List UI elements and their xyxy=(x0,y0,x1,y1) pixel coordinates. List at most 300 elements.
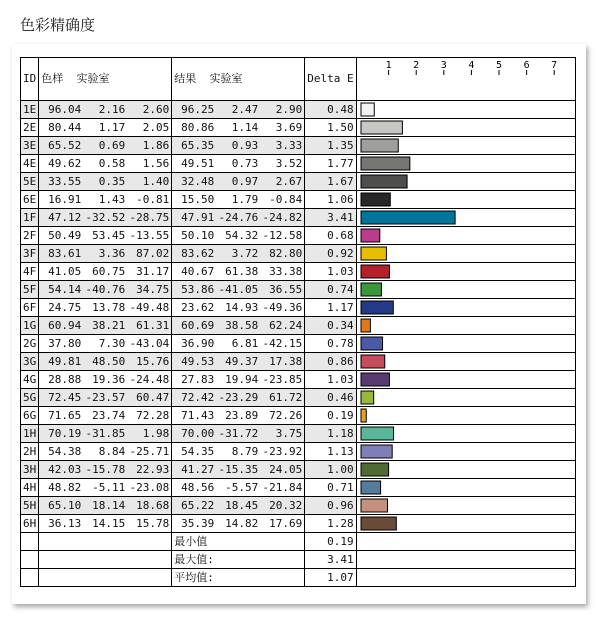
bar-cell xyxy=(356,425,575,443)
bar-cell xyxy=(356,389,575,407)
measured-lab xyxy=(172,497,305,515)
meas-l: 48.56 xyxy=(181,480,215,494)
bar-cell xyxy=(356,371,575,389)
bar-cell xyxy=(356,245,575,263)
bar-5F xyxy=(361,283,381,296)
ref-a: -23.57 xyxy=(85,390,126,404)
table-row xyxy=(21,425,576,443)
ref-b: 1.98 xyxy=(142,426,170,440)
patch-id: 5F xyxy=(21,281,39,299)
patch-id: 4E xyxy=(21,155,39,173)
meas-a: 0.73 xyxy=(231,156,259,170)
delta-e-value: 1.17 xyxy=(305,299,356,317)
meas-l: 80.86 xyxy=(181,120,215,134)
delta-e-value: 1.03 xyxy=(305,371,356,389)
ref-b: 87.02 xyxy=(136,246,170,260)
ref-l: 36.13 xyxy=(48,516,82,530)
ref-l: 41.05 xyxy=(48,264,82,278)
meas-l: 27.83 xyxy=(181,372,215,386)
ref-a: 19.36 xyxy=(92,372,126,386)
meas-l: 53.86 xyxy=(181,282,215,296)
ref-a: 18.14 xyxy=(92,498,126,512)
meas-l: 83.62 xyxy=(181,246,215,260)
bar-svg xyxy=(357,389,576,407)
meas-b: -23.85 xyxy=(262,372,303,386)
summary-blank xyxy=(39,551,172,569)
measured-lab xyxy=(172,317,305,335)
meas-a: 1.14 xyxy=(231,120,259,134)
meas-a: 61.38 xyxy=(225,264,259,278)
meas-a: 18.45 xyxy=(225,498,259,512)
meas-b: -24.82 xyxy=(262,210,303,224)
bar-cell xyxy=(356,173,575,191)
bar-svg xyxy=(357,209,576,227)
reference-lab xyxy=(39,407,172,425)
bar-6G xyxy=(361,409,366,422)
reference-lab xyxy=(39,317,172,335)
meas-a: -23.29 xyxy=(218,390,259,404)
header-row xyxy=(21,58,576,101)
bar-svg xyxy=(357,407,576,425)
ref-l: 65.10 xyxy=(48,498,82,512)
bar-3G xyxy=(361,355,385,368)
reference-lab xyxy=(39,155,172,173)
measured-lab xyxy=(172,299,305,317)
delta-e-value: 0.48 xyxy=(305,101,356,119)
patch-id: 5E xyxy=(21,173,39,191)
meas-l: 50.10 xyxy=(181,228,215,242)
table-row xyxy=(21,353,576,371)
reference-lab xyxy=(39,371,172,389)
ref-b: -13.55 xyxy=(129,228,170,242)
ref-l: 49.81 xyxy=(48,354,82,368)
x-tick-label: 4 xyxy=(467,60,475,71)
ref-l: 24.75 xyxy=(48,300,82,314)
table-row xyxy=(21,515,576,533)
ref-b: 2.05 xyxy=(142,120,170,134)
measured-lab xyxy=(172,479,305,497)
delta-e-value: 1.28 xyxy=(305,515,356,533)
meas-a: 54.32 xyxy=(225,228,259,242)
bar-svg xyxy=(357,263,576,281)
meas-l: 15.50 xyxy=(181,192,215,206)
meas-b: -42.15 xyxy=(262,336,303,350)
measured-lab xyxy=(172,425,305,443)
patch-id: 6G xyxy=(21,407,39,425)
bar-svg xyxy=(357,119,576,137)
summary-label: 平均值: xyxy=(172,569,305,587)
table-row xyxy=(21,155,576,173)
patch-id: 1G xyxy=(21,317,39,335)
meas-b: 62.24 xyxy=(269,318,303,332)
patch-id: 5H xyxy=(21,497,39,515)
meas-a: 2.47 xyxy=(231,102,259,116)
meas-a: -24.76 xyxy=(218,210,259,224)
table-row xyxy=(21,191,576,209)
ref-b: 15.76 xyxy=(136,354,170,368)
bar-4H xyxy=(361,481,381,494)
reference-lab xyxy=(39,515,172,533)
bar-svg xyxy=(357,137,576,155)
color-accuracy-table xyxy=(20,57,576,587)
table-row xyxy=(21,407,576,425)
meas-a: -5.57 xyxy=(225,480,259,494)
meas-l: 49.51 xyxy=(181,156,215,170)
delta-e-value: 0.68 xyxy=(305,227,356,245)
x-tick-label: 6 xyxy=(523,60,530,71)
meas-b: 3.75 xyxy=(275,426,303,440)
measured-lab xyxy=(172,119,305,137)
reference-lab xyxy=(39,425,172,443)
ref-l: 28.88 xyxy=(48,372,82,386)
meas-b: 3.33 xyxy=(275,138,303,152)
measured-lab xyxy=(172,155,305,173)
delta-e-value: 1.13 xyxy=(305,443,356,461)
ref-l: 71.65 xyxy=(48,408,82,422)
bar-svg xyxy=(357,353,576,371)
x-tick-label: 1 xyxy=(385,60,392,71)
bar-cell xyxy=(356,461,575,479)
summary-blank xyxy=(39,569,172,587)
delta-e-value: 1.03 xyxy=(305,263,356,281)
bar-3E xyxy=(361,139,398,152)
ref-a: -31.85 xyxy=(85,426,126,440)
delta-e-value: 0.96 xyxy=(305,497,356,515)
measured-lab xyxy=(172,335,305,353)
table-row xyxy=(21,263,576,281)
delta-e-value: 0.78 xyxy=(305,335,356,353)
ref-b: 18.68 xyxy=(136,498,170,512)
meas-b: 36.55 xyxy=(269,282,303,296)
bar-5G xyxy=(361,391,374,404)
measured-lab xyxy=(172,443,305,461)
meas-l: 49.53 xyxy=(181,354,215,368)
ref-l: 70.19 xyxy=(48,426,82,440)
ref-l: 54.38 xyxy=(48,444,82,458)
ref-a: 1.43 xyxy=(98,192,126,206)
measured-lab xyxy=(172,353,305,371)
ref-a: 23.74 xyxy=(92,408,126,422)
table-row xyxy=(21,227,576,245)
delta-e-value: 0.71 xyxy=(305,479,356,497)
meas-l: 65.35 xyxy=(181,138,215,152)
meas-b: 72.26 xyxy=(269,408,303,422)
meas-a: 8.79 xyxy=(231,444,259,458)
measured-lab xyxy=(172,515,305,533)
bar-4E xyxy=(361,157,410,170)
ref-b: -49.48 xyxy=(129,300,170,314)
ref-l: 42.03 xyxy=(48,462,82,476)
meas-l: 54.35 xyxy=(181,444,215,458)
bar-svg xyxy=(357,335,576,353)
patch-id: 6E xyxy=(21,191,39,209)
table-row xyxy=(21,119,576,137)
ref-b: -25.71 xyxy=(129,444,170,458)
measured-lab xyxy=(172,227,305,245)
ref-b: 15.78 xyxy=(136,516,170,530)
table-row xyxy=(21,137,576,155)
table-row xyxy=(21,281,576,299)
ref-l: 37.80 xyxy=(48,336,82,350)
summary-value: 3.41 xyxy=(305,551,356,569)
bar-cell xyxy=(356,299,575,317)
bar-3H xyxy=(361,463,389,476)
bar-cell xyxy=(356,479,575,497)
ref-b: 22.93 xyxy=(136,462,170,476)
bar-svg xyxy=(357,299,576,317)
ref-b: 1.56 xyxy=(142,156,170,170)
summary-blank xyxy=(356,533,575,551)
delta-e-value: 1.18 xyxy=(305,425,356,443)
ref-l: 80.44 xyxy=(48,120,82,134)
header-reference-lab: 色样 实验室 xyxy=(39,58,172,101)
bar-svg xyxy=(357,245,576,263)
reference-lab xyxy=(39,119,172,137)
bar-cell xyxy=(356,137,575,155)
meas-b: -23.92 xyxy=(262,444,303,458)
measured-lab xyxy=(172,371,305,389)
summary-blank xyxy=(21,569,39,587)
patch-id: 3G xyxy=(21,353,39,371)
summary-row xyxy=(21,533,576,551)
delta-e-value: 1.67 xyxy=(305,173,356,191)
bar-1E xyxy=(361,103,374,116)
reference-lab xyxy=(39,479,172,497)
meas-a: 49.37 xyxy=(225,354,259,368)
page-title: 色彩精确度 xyxy=(20,16,96,34)
meas-a: -41.05 xyxy=(218,282,259,296)
ref-b: -24.48 xyxy=(129,372,170,386)
ref-b: -28.75 xyxy=(129,210,170,224)
meas-b: 17.69 xyxy=(269,516,303,530)
ref-b: 72.28 xyxy=(136,408,170,422)
table-row xyxy=(21,101,576,119)
measured-lab xyxy=(172,173,305,191)
measured-lab xyxy=(172,407,305,425)
header-id: ID xyxy=(21,58,39,101)
bar-cell xyxy=(356,443,575,461)
ref-b: 2.60 xyxy=(142,102,170,116)
meas-l: 40.67 xyxy=(181,264,215,278)
ref-l: 96.04 xyxy=(48,102,82,116)
ref-b: -43.04 xyxy=(129,336,170,350)
bar-6F xyxy=(361,301,393,314)
summary-blank xyxy=(356,551,575,569)
ref-a: 53.45 xyxy=(92,228,126,242)
reference-lab xyxy=(39,227,172,245)
bar-svg xyxy=(357,173,576,191)
bar-1F xyxy=(361,211,455,224)
summary-blank xyxy=(21,533,39,551)
patch-id: 4F xyxy=(21,263,39,281)
bar-svg xyxy=(357,461,576,479)
ref-b: 1.86 xyxy=(142,138,170,152)
reference-lab xyxy=(39,389,172,407)
x-tick-label: 7 xyxy=(550,60,557,71)
meas-b: 61.72 xyxy=(269,390,303,404)
meas-l: 36.90 xyxy=(181,336,215,350)
bar-cell xyxy=(356,515,575,533)
measured-lab xyxy=(172,209,305,227)
delta-e-value: 0.86 xyxy=(305,353,356,371)
ref-l: 72.45 xyxy=(48,390,82,404)
x-tick-label: 2 xyxy=(412,60,419,71)
table-row xyxy=(21,209,576,227)
table-row xyxy=(21,173,576,191)
ref-l: 54.14 xyxy=(48,282,82,296)
summary-blank xyxy=(21,551,39,569)
patch-id: 2H xyxy=(21,443,39,461)
patch-id: 2F xyxy=(21,227,39,245)
bar-5H xyxy=(361,499,387,512)
reference-lab xyxy=(39,245,172,263)
summary-row xyxy=(21,551,576,569)
meas-a: 0.97 xyxy=(231,174,259,188)
ref-a: 7.30 xyxy=(98,336,126,350)
bar-2G xyxy=(361,337,383,350)
meas-l: 23.62 xyxy=(181,300,215,314)
meas-b: 3.52 xyxy=(275,156,303,170)
meas-b: 82.80 xyxy=(269,246,303,260)
meas-a: -15.35 xyxy=(218,462,259,476)
bar-2E xyxy=(361,121,402,134)
bar-1H xyxy=(361,427,394,440)
meas-l: 96.25 xyxy=(181,102,215,116)
patch-id: 6F xyxy=(21,299,39,317)
ref-a: -15.78 xyxy=(85,462,126,476)
bar-svg xyxy=(357,281,576,299)
summary-value: 0.19 xyxy=(305,533,356,551)
meas-b: -49.36 xyxy=(262,300,303,314)
bar-svg xyxy=(357,101,576,119)
meas-l: 60.69 xyxy=(181,318,215,332)
bar-svg xyxy=(357,227,576,245)
ref-a: 3.36 xyxy=(98,246,126,260)
table-row xyxy=(21,371,576,389)
meas-a: 19.94 xyxy=(225,372,259,386)
patch-id: 4H xyxy=(21,479,39,497)
patch-id: 6H xyxy=(21,515,39,533)
bar-cell xyxy=(356,155,575,173)
ref-b: 61.31 xyxy=(136,318,170,332)
meas-a: 38.58 xyxy=(225,318,259,332)
bar-svg xyxy=(357,515,576,533)
meas-l: 35.39 xyxy=(181,516,215,530)
bar-2F xyxy=(361,229,380,242)
delta-e-value: 1.06 xyxy=(305,191,356,209)
meas-b: -21.84 xyxy=(262,480,303,494)
reference-lab xyxy=(39,101,172,119)
ref-a: -40.76 xyxy=(85,282,126,296)
meas-l: 32.48 xyxy=(181,174,215,188)
bar-svg xyxy=(357,479,576,497)
patch-id: 3F xyxy=(21,245,39,263)
bar-svg xyxy=(357,317,576,335)
meas-b: -0.84 xyxy=(269,192,303,206)
bar-cell xyxy=(356,407,575,425)
header-delta-e: Delta E xyxy=(305,58,356,101)
bar-svg xyxy=(357,155,576,173)
measured-lab xyxy=(172,245,305,263)
ref-l: 65.52 xyxy=(48,138,82,152)
meas-a: 6.81 xyxy=(231,336,259,350)
measured-lab xyxy=(172,263,305,281)
table-row xyxy=(21,461,576,479)
ref-a: -32.52 xyxy=(85,210,126,224)
reference-lab xyxy=(39,497,172,515)
bar-svg xyxy=(357,371,576,389)
meas-l: 71.43 xyxy=(181,408,215,422)
bar-cell xyxy=(356,281,575,299)
meas-a: 1.79 xyxy=(231,192,259,206)
patch-id: 3H xyxy=(21,461,39,479)
reference-lab xyxy=(39,299,172,317)
ref-b: -23.08 xyxy=(129,480,170,494)
patch-id: 1H xyxy=(21,425,39,443)
ref-l: 33.55 xyxy=(48,174,82,188)
measured-lab xyxy=(172,461,305,479)
patch-id: 2E xyxy=(21,119,39,137)
reference-lab xyxy=(39,443,172,461)
ref-a: 1.17 xyxy=(98,120,126,134)
delta-e-value: 3.41 xyxy=(305,209,356,227)
delta-e-value: 0.34 xyxy=(305,317,356,335)
meas-b: -12.58 xyxy=(262,228,303,242)
bar-5E xyxy=(361,175,407,188)
ref-a: -5.11 xyxy=(92,480,126,494)
ref-l: 50.49 xyxy=(48,228,82,242)
ref-b: 60.47 xyxy=(136,390,170,404)
table-row xyxy=(21,443,576,461)
summary-value: 1.07 xyxy=(305,569,356,587)
bar-6H xyxy=(361,517,396,530)
delta-e-value: 1.77 xyxy=(305,155,356,173)
delta-e-value: 0.46 xyxy=(305,389,356,407)
measured-lab xyxy=(172,101,305,119)
ref-a: 14.15 xyxy=(92,516,126,530)
delta-e-value: 0.19 xyxy=(305,407,356,425)
ref-b: 31.17 xyxy=(136,264,170,278)
meas-b: 2.90 xyxy=(275,102,303,116)
bar-6E xyxy=(361,193,390,206)
axis-ticks-cell xyxy=(356,58,575,101)
meas-l: 41.27 xyxy=(181,462,215,476)
ref-a: 0.35 xyxy=(98,174,126,188)
bar-3F xyxy=(361,247,386,260)
table-row xyxy=(21,479,576,497)
meas-l: 47.91 xyxy=(181,210,215,224)
bar-cell xyxy=(356,497,575,515)
meas-l: 65.22 xyxy=(181,498,215,512)
meas-b: 2.67 xyxy=(275,174,303,188)
ref-a: 13.78 xyxy=(92,300,126,314)
ref-b: -0.81 xyxy=(136,192,170,206)
bar-svg xyxy=(357,425,576,443)
reference-lab xyxy=(39,209,172,227)
meas-l: 70.00 xyxy=(181,426,215,440)
ref-l: 83.61 xyxy=(48,246,82,260)
reference-lab xyxy=(39,263,172,281)
bar-cell xyxy=(356,335,575,353)
ref-l: 48.82 xyxy=(48,480,82,494)
ref-a: 48.50 xyxy=(92,354,126,368)
table-row xyxy=(21,317,576,335)
bar-svg xyxy=(357,497,576,515)
bar-2H xyxy=(361,445,392,458)
ref-a: 60.75 xyxy=(92,264,126,278)
meas-a: 14.82 xyxy=(225,516,259,530)
table-row xyxy=(21,245,576,263)
